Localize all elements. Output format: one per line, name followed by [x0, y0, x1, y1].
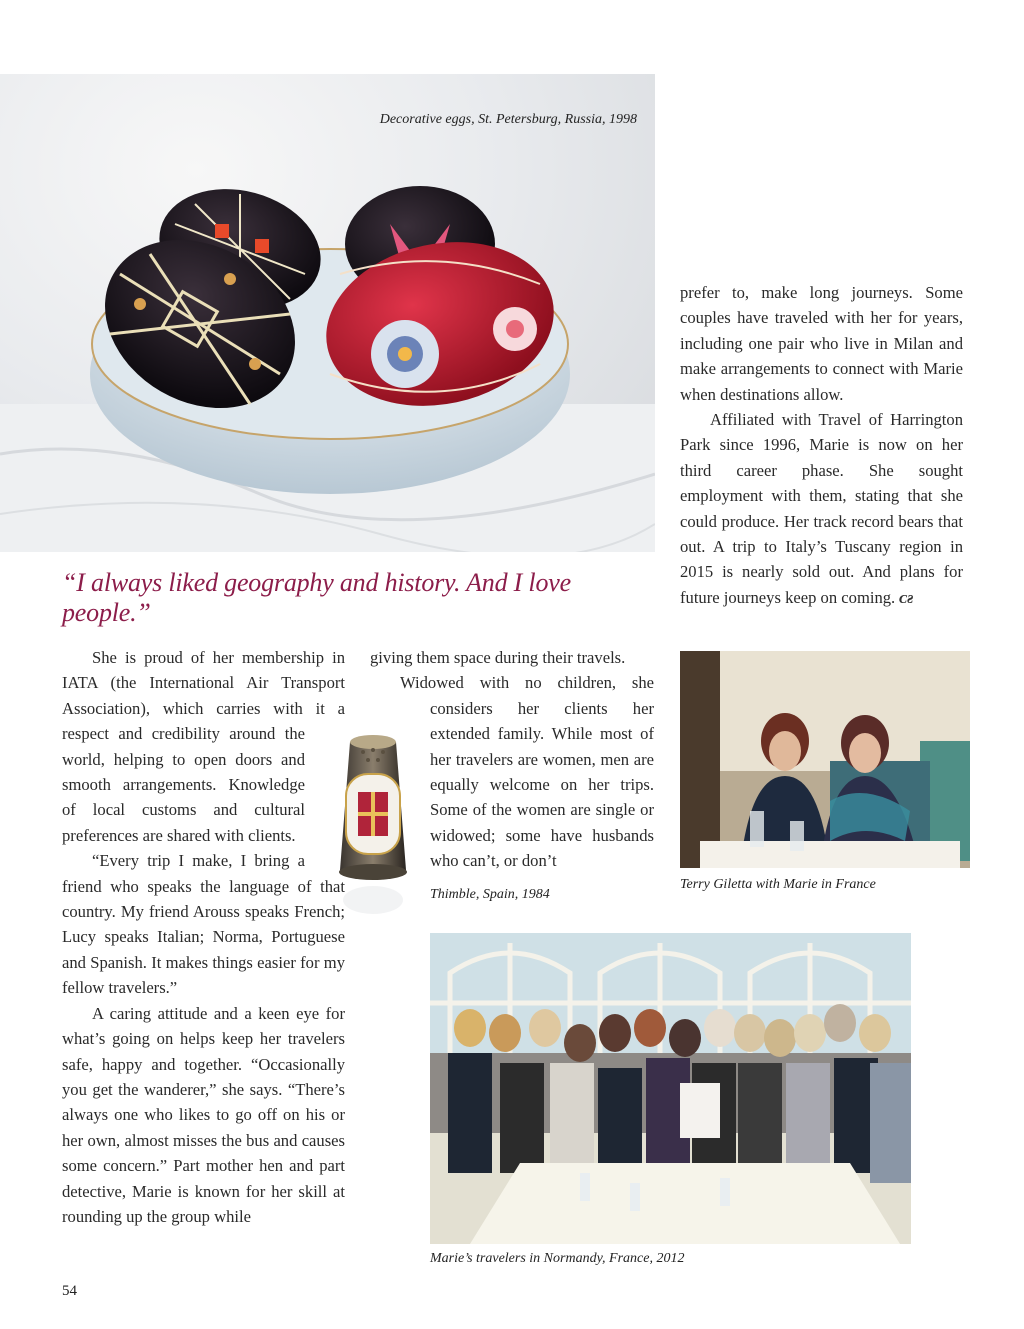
middle-paragraph-2-text: Widowed with no children, she considers her clients her extended family. While most of her travelers are women, men are equally welcome on her trips. Some of the women are single or widowed; some have husbands who can’t, or don’t: [400, 673, 654, 871]
thimble-wrap-spacer-2: [370, 670, 430, 900]
middle-paragraph-2: [370, 670, 654, 873]
group-photo-caption: Marie’s travelers in Normandy, France, 2012: [430, 1251, 685, 1266]
right-paragraph-2: [680, 407, 963, 610]
right-column-text: [680, 280, 963, 610]
left-paragraph-1: [62, 645, 345, 848]
pull-quote: “I always liked geography and history. And I love people.”: [62, 568, 571, 627]
terry-marie-photo: [680, 651, 970, 868]
decorative-eggs-photo: [0, 74, 655, 552]
left-paragraph-3: A caring attitude and a keen eye for what’s going on helps keep her travelers safe, happy and together. “Occasionally you get the wanderer,” she says. “There’s always one who likes to go off on his or her own, almost misses the bus and causes some concern.” Part mother hen and part detective, Marie is known for her skill at rounding up the group while: [62, 1003, 345, 1226]
middle-column-text: [370, 645, 654, 900]
end-mark-icon: ᴄƨ: [899, 587, 914, 607]
normandy-group-photo: [430, 933, 911, 1244]
page-number: 54: [62, 1283, 77, 1299]
eggs-caption: Decorative eggs, St. Petersburg, Russia, 1998: [379, 112, 637, 127]
left-paragraph-2: “Every trip I make, I bring a friend who speaks the language of that country. My friend Arouss speaks French; Lucy speaks Italian; Norma, Portuguese and Spanish. It makes things easier for my fellow travelers.”: [62, 851, 345, 998]
right-paragraph-2-text: Affiliated with Travel of Harrington Park since 1996, Marie is now on her third career phase. She sought employment with them, stating that she could produce. Her track record bears that out. A trip to Italy’s Tuscany region in 2015 is nearly sold out. And plans for future journeys keep on coming.: [680, 410, 963, 607]
thimble-caption: Thimble, Spain, 1984: [430, 887, 550, 902]
middle-paragraph-1: giving them space during their travels.: [370, 648, 626, 667]
left-column-text: [62, 645, 345, 1229]
terry-photo-caption: Terry Giletta with Marie in France: [680, 877, 876, 892]
right-paragraph-1: prefer to, make long journeys. Some couples have traveled with her for years, including one pair who live in Milan and make arrangements to connect with Marie when destinations allow.: [680, 283, 963, 404]
left-paragraph-1-text: She is proud of her membership in IATA (the International Air Transport Association), which carries with it a respect and credibility around the world, helping to open doors and smooth arrangements. Knowledge of local customs and cultural preferences are shared with clients.: [62, 648, 345, 845]
